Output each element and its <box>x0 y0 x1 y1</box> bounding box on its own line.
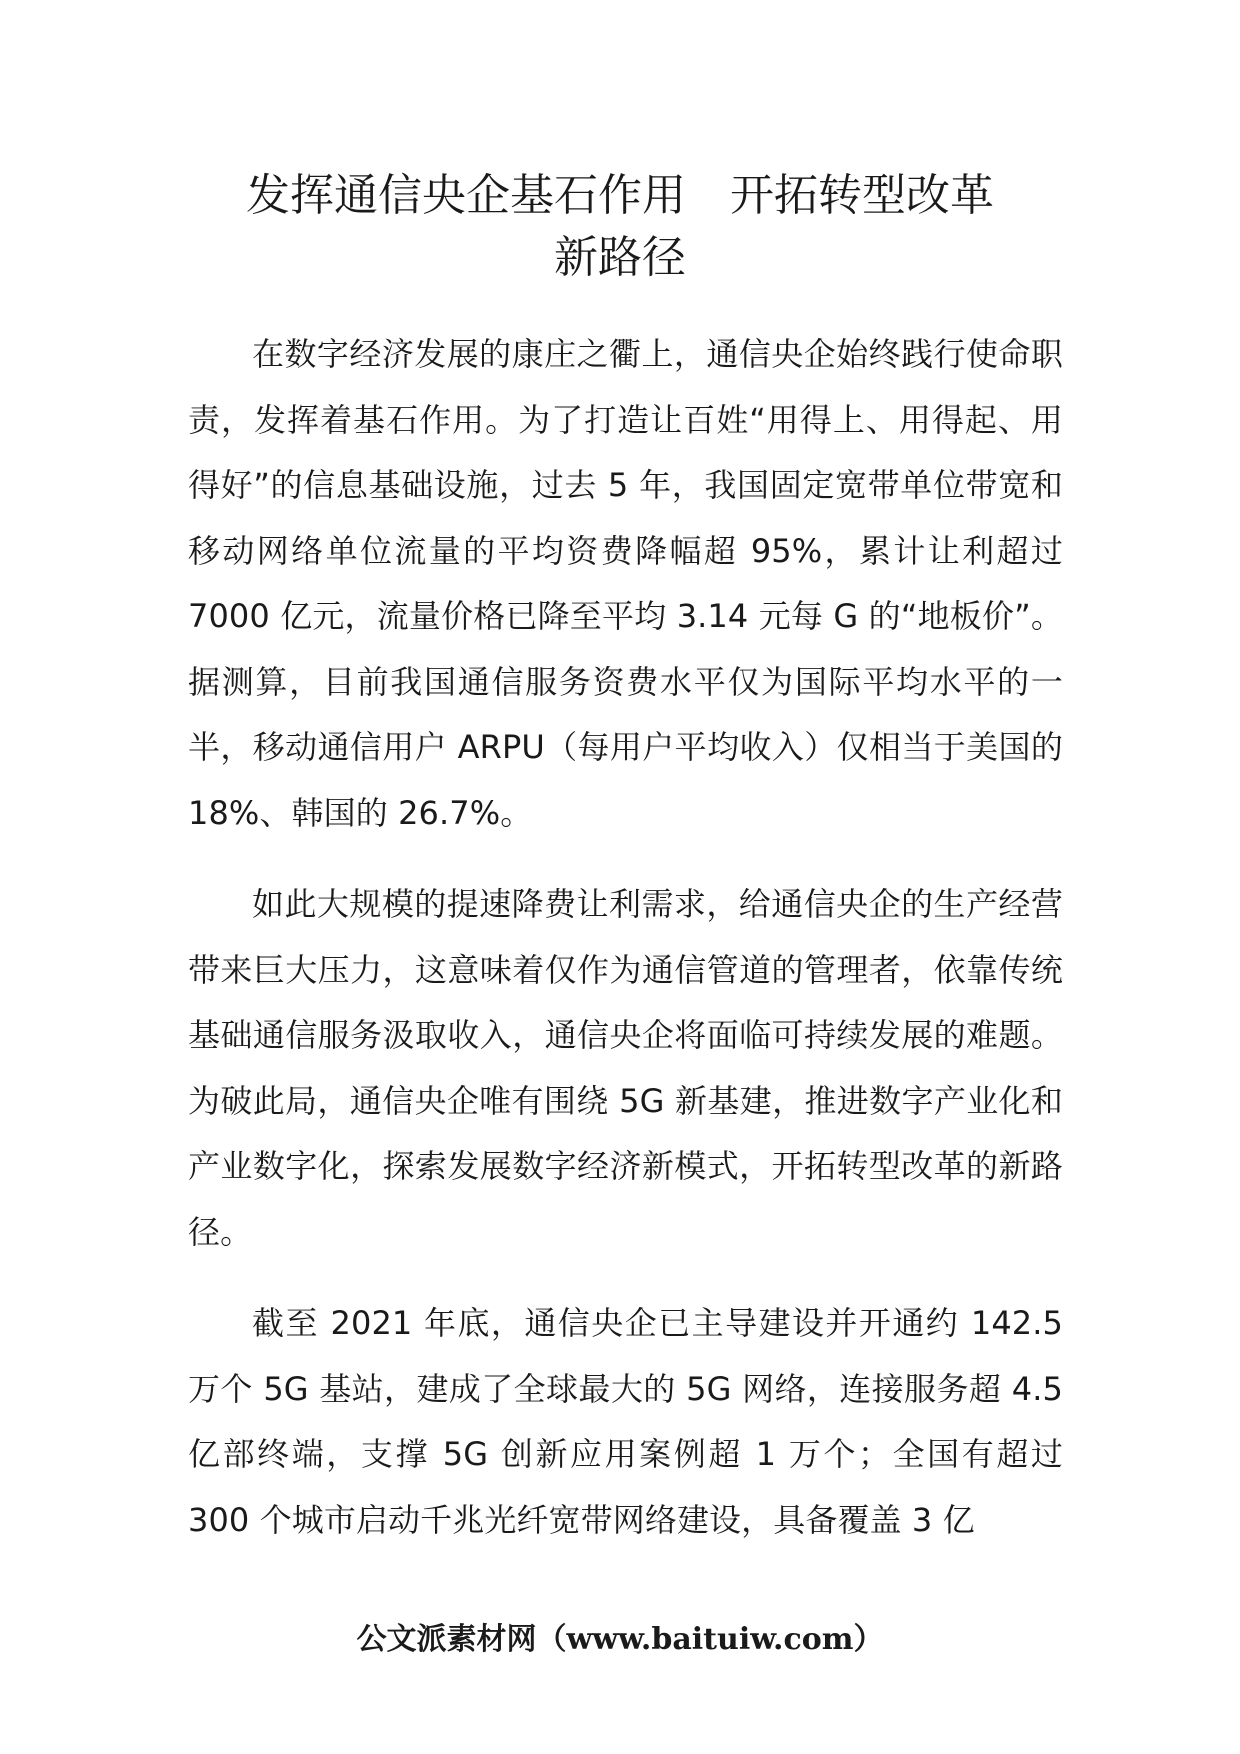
title-line-1: 发挥通信央企基石作用 开拓转型改革 <box>246 170 994 221</box>
paragraph-3: 截至 2021 年底，通信央企已主导建设并开通约 142.5 万个 5G 基站，建成了全球最大的 5G 网络，连接服务超 4.5 亿部终端，支撑 5G 创新应用案例超 1 万个；全国有超过 300 个城市启动千兆光纤宽带网络建设，具备覆盖 3 亿 <box>188 1304 1063 1539</box>
paragraph-2: 如此大规模的提速降费让利需求，给通信央企的生产经营带来巨大压力，这意味着仅作为通信管道的管理者，依靠传统基础通信服务汲取收入，通信央企将面临可持续发展的难题。为破此局，通信央企唯有围绕 5G 新基建，推进数字产业化和产业数字化，探索发展数字经济新模式，开拓转型改革的新路径。 <box>188 885 1063 1251</box>
paragraph-1: 在数字经济发展的康庄之衢上，通信央企始终践行使命职责，发挥着基石作用。为了打造让百姓“用得上、用得起、用得好”的信息基础设施，过去 5 年，我国固定宽带单位带宽和移动网络单位流量的平均资费降幅超 95%，累计让利超过 7000 亿元，流量价格已降至平均 3.14 元每 G 的“地板价”。据测算，目前我国通信服务资费水平仅为国际平均水平的一半，移动通信用户 ARPU（每用户平均收入）仅相当于美国的 18%、韩国的 26.7%。 <box>188 335 1063 832</box>
document-title <box>160 165 1080 289</box>
document-body <box>188 322 1063 1579</box>
title-line-2: 新路径 <box>554 232 686 283</box>
page-footer-watermark: 公文派素材网（www.baituiw.com） <box>356 1622 884 1657</box>
